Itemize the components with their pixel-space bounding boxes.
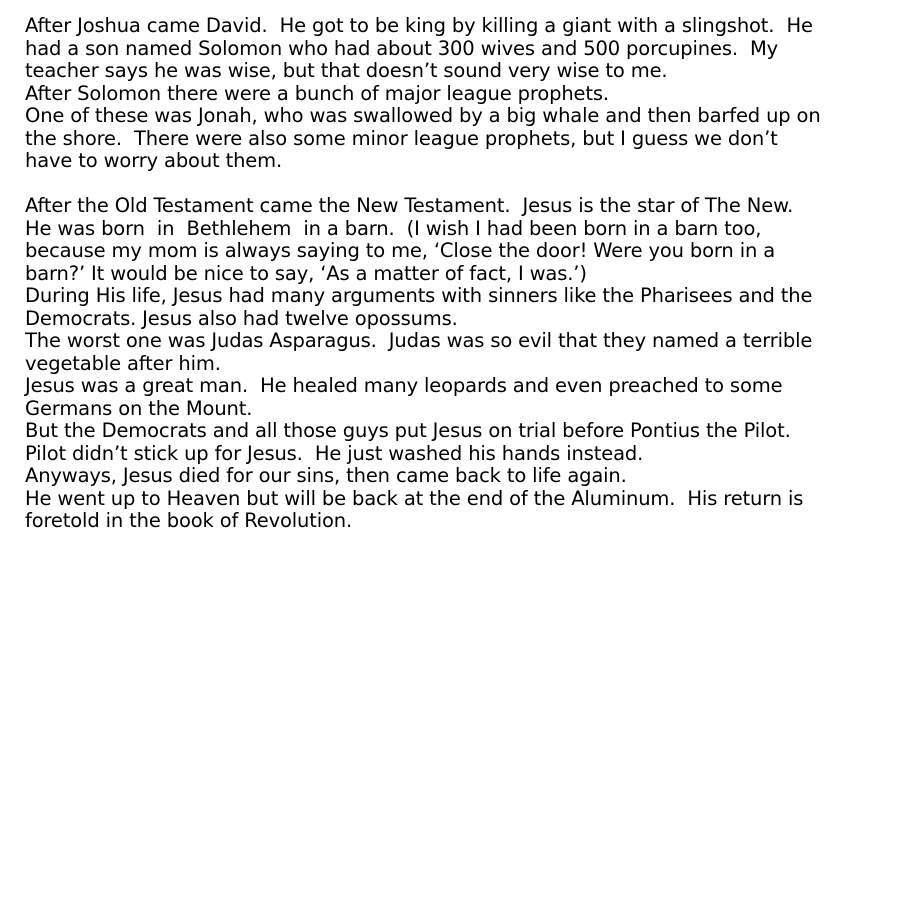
body-text (25, 15, 875, 533)
paragraph-judas (25, 330, 875, 375)
paragraph-pharisees (25, 285, 875, 330)
paragraph-died (25, 465, 875, 488)
text-line: had a son named Solomon who had about 300 wives and 500 porcupines. My (25, 36, 779, 60)
text-line: But the Democrats and all those guys put Jesus on trial before Pontius the Pilot. (25, 419, 791, 442)
text-line: vegetable after him. (25, 351, 221, 375)
paragraph-jonah (25, 105, 875, 173)
text-line: During His life, Jesus had many arguments with sinners like the Pharisees and the (25, 284, 813, 307)
paragraph-great-man (25, 375, 875, 420)
text-line: foretold in the book of Revolution. (25, 509, 353, 532)
text-line: because my mom is always saying to me, ‘Close the door! Were you born in a (25, 239, 776, 262)
text-line: Jesus was a great man. He healed many leopards and even preached to some (25, 374, 783, 397)
text-line: Pilot didn’t stick up for Jesus. He just washed his hands instead. (25, 441, 644, 465)
paragraph-new-testament (25, 195, 875, 285)
text-line: the shore. There were also some minor league prophets, but I guess we don’t (25, 126, 778, 150)
text-line: He was born in Bethlehem in a barn. (I wish I had been born in a barn too, (25, 216, 762, 240)
text-line: Anyways, Jesus died for our sins, then came back to life again. (25, 464, 627, 487)
text-line: Democrats. Jesus also had twelve opossums. (25, 306, 458, 330)
paragraph-david-solomon (25, 15, 875, 83)
text-line: After the Old Testament came the New Testament. Jesus is the star of The New. (25, 194, 794, 217)
text-line: After Joshua came David. He got to be king by killing a giant with a slingshot. He (25, 14, 813, 37)
paragraph-major-prophets (25, 83, 875, 106)
paragraph-heaven (25, 488, 875, 533)
text-line: have to worry about them. (25, 149, 283, 172)
paragraph-gap (25, 173, 875, 196)
text-line: Germans on the Mount. (25, 396, 253, 420)
text-line: barn?’ It would be nice to say, ‘As a matter of fact, I was.’) (25, 261, 587, 285)
text-line: After Solomon there were a bunch of major league prophets. (25, 81, 609, 105)
text-line: He went up to Heaven but will be back at the end of the Aluminum. His return is (25, 486, 804, 510)
text-line: The worst one was Judas Asparagus. Judas was so evil that they named a terrible (25, 329, 813, 352)
text-line: teacher says he was wise, but that doesn’t sound very wise to me. (25, 59, 668, 82)
text-line: One of these was Jonah, who was swallowed by a big whale and then barfed up on (25, 104, 821, 127)
paragraph-trial (25, 420, 875, 465)
